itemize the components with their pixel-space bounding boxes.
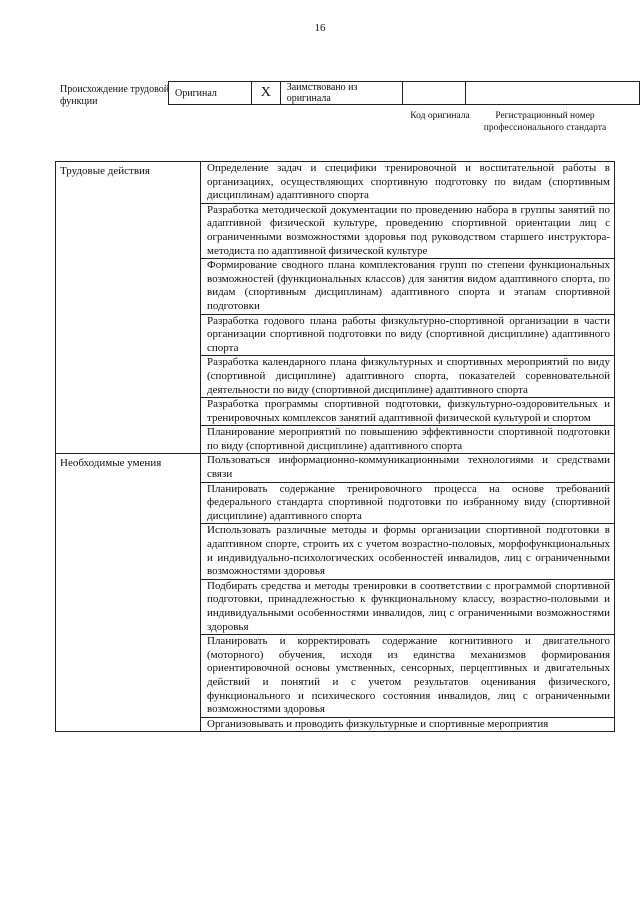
function-table (55, 161, 615, 732)
code-cell (403, 82, 466, 105)
table-cell-item: Разработка годового плана работы физкультурно-спортивной организации в части организации спортивной подготовки по виду (спортивной дисциплине) адаптивного спорта (201, 314, 615, 356)
table-cell-item: Планировать и корректировать содержание когнитивного и двигательного (моторного) обучения, исходя из единства механизмов формирования ориентировочной основы умственных, сенсорных, перцептивных и двигательных действий и понятий и с учетом результатов оценивания физического, функционального и психического состояния инвалидов, лиц с ограниченными возможностями здоровья (201, 635, 615, 718)
reg-number-cell (466, 82, 640, 105)
code-label: Код оригинала (410, 111, 470, 121)
section-label: Трудовые действия (56, 162, 201, 454)
page-number: 16 (314, 22, 326, 34)
table-cell-item: Планирование мероприятий по повышению эффективности спортивной подготовки по виду (спортивной дисциплине) адаптивного спорта (201, 426, 615, 454)
table-cell-item: Определение задач и специфики тренировочной и воспитательной работы в организациях, осуществляющих спортивную подготовку по видам (спортивным дисциплинам) адаптивного спорта (201, 162, 615, 204)
origin-table (168, 81, 640, 105)
table-cell-item: Пользоваться информационно-коммуникационными технологиями и средствами связи (201, 454, 615, 482)
original-cell: Оригинал (169, 82, 252, 105)
table-cell-item: Подбирать средства и методы тренировки в соответствии с программой спортивной подготовки, принадлежностью к функциональному классу, возрастно-половыми и индивидуальными особенностями инвалидов, лиц с ограниченными возможностями здоровья (201, 579, 615, 634)
table-cell-item: Организовывать и проводить физкультурные и спортивные мероприятия (201, 717, 615, 732)
original-mark: X (251, 82, 280, 105)
table-cell-item: Использовать различные методы и формы организации спортивной подготовки в адаптивном спорте, строить их с учетом возрастно-половых, морфофункциональных и индивидуально-психологических особенностей инвалидов, лиц с ограниченными возможностями здоровья (201, 524, 615, 579)
origin-label: Происхождение трудовой функции (60, 84, 170, 107)
section-label: Необходимые умения (56, 454, 201, 732)
table-row (56, 162, 615, 204)
table-cell-item: Планировать содержание тренировочного процесса на основе требований федерального стандарта спортивной подготовки по избранному виду (спортивной дисциплине) адаптивного спорта (201, 482, 615, 524)
table-cell-item: Разработка календарного плана физкультурных и спортивных мероприятий по виду (спортивной дисциплине) адаптивного спорта, показателей соревновательной деятельности по виду (спортивной дисциплине) адаптивного спорта (201, 356, 615, 398)
reg-number-label: Регистрационный номер профессионального стандарта (483, 111, 607, 133)
borrowed-cell: Заимствовано из оригинала (280, 82, 403, 105)
table-row (56, 454, 615, 482)
table-cell-item: Разработка программы спортивной подготовки, физкультурно-оздоровительных и тренировочных комплексов занятий адаптивной физической культурой и спортом (201, 398, 615, 426)
table-cell-item: Разработка методической документации по проведению набора в группы занятий по адаптивной физической культуре, проведению спортивной ориентации лиц с ограниченными возможностями здоровья под руководством старшего инструктора-методиста по адаптивной физической культуре (201, 203, 615, 258)
table-cell-item: Формирование сводного плана комплектования групп по степени функциональных возможностей (функциональных классов) для занятия видом адаптивного спорта, по видам (спортивным дисциплинам) адаптивного спорта и этапам спортивной подготовки (201, 259, 615, 314)
